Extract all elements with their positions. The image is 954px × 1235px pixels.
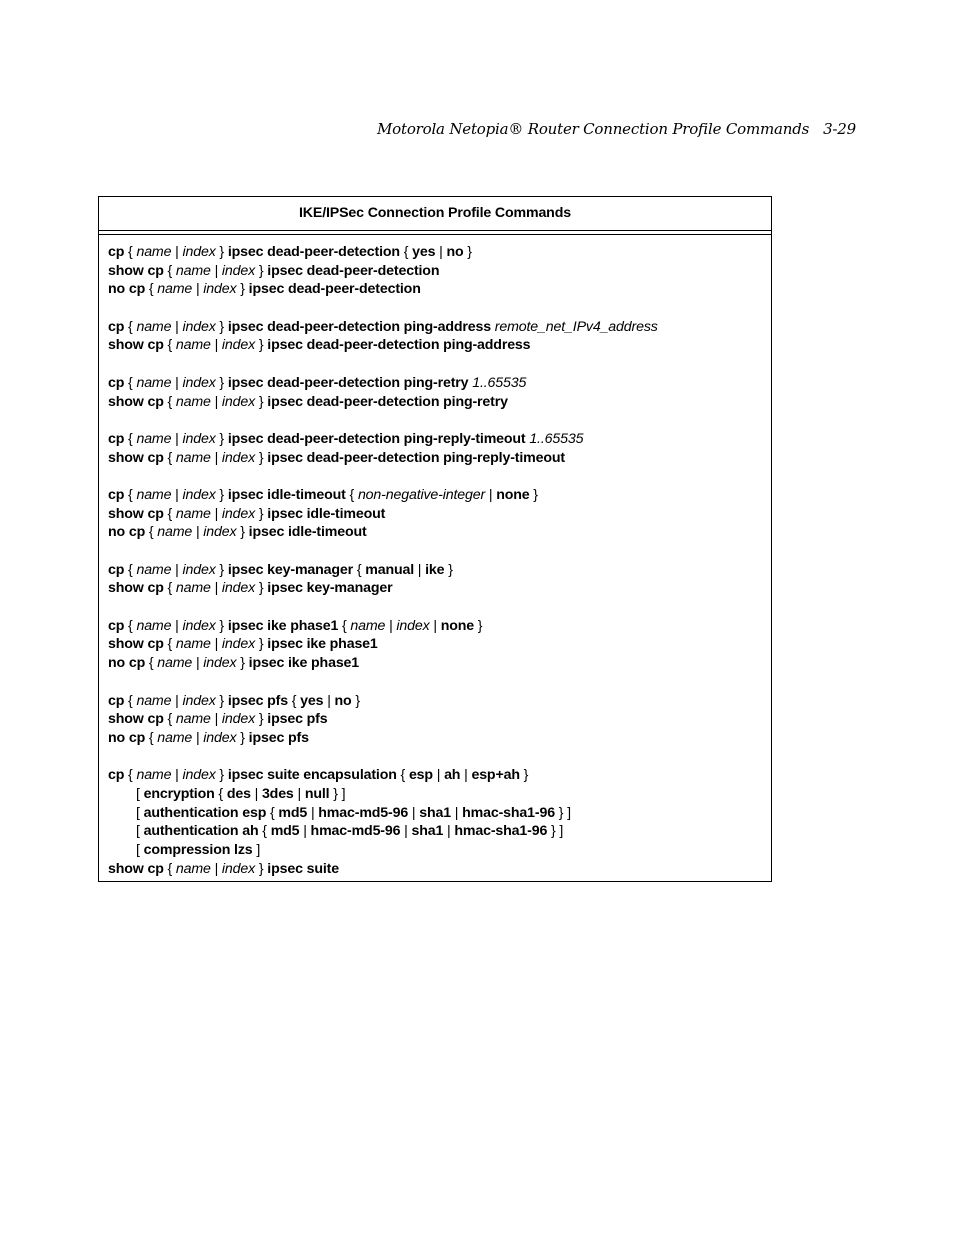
command-line	[108, 710, 763, 729]
placeholder-variable: index	[203, 729, 237, 746]
syntax-symbol: |	[171, 617, 183, 634]
placeholder-variable: name	[175, 393, 211, 410]
placeholder-variable: index	[182, 374, 216, 391]
syntax-symbol: }	[529, 486, 538, 503]
syntax-symbol: {	[124, 318, 137, 335]
placeholder-variable: name	[175, 262, 211, 279]
placeholder-variable: remote_net_IPv4_address	[494, 318, 658, 335]
placeholder-variable: name	[175, 449, 211, 466]
placeholder-variable: name	[175, 580, 211, 597]
syntax-symbol: {	[124, 374, 137, 391]
syntax-symbol: {	[353, 561, 366, 578]
placeholder-variable: index	[221, 711, 256, 728]
syntax-symbol: }	[351, 692, 360, 709]
command-line	[108, 262, 763, 281]
placeholder-variable: name	[136, 692, 172, 709]
keyword: show cp	[108, 580, 164, 597]
syntax-symbol: |	[192, 655, 204, 672]
command-option-line	[108, 841, 763, 860]
syntax-symbol: }	[215, 374, 228, 391]
placeholder-variable: name	[136, 617, 172, 634]
syntax-symbol: |	[210, 449, 222, 466]
syntax-symbol: } ]	[329, 785, 346, 802]
placeholder-variable: index	[203, 655, 237, 672]
keyword: cp	[108, 767, 125, 784]
keyword: ipsec dead-peer-detection ping-retry	[267, 393, 508, 410]
command-line	[108, 579, 763, 598]
syntax-symbol: }	[463, 244, 472, 260]
command-line	[108, 635, 763, 654]
keyword: esp	[408, 767, 433, 784]
keyword: ipsec dead-peer-detection ping-address	[267, 337, 531, 354]
syntax-symbol: |	[450, 804, 463, 821]
keyword: show cp	[108, 337, 164, 354]
syntax-symbol: |	[443, 823, 455, 840]
keyword: ipsec dead-peer-detection ping-address	[227, 318, 491, 335]
syntax-symbol: }	[215, 692, 228, 709]
syntax-symbol: |	[210, 337, 222, 354]
placeholder-variable: name	[175, 505, 211, 522]
keyword: none	[496, 486, 530, 503]
page-number: 3-29	[823, 120, 856, 138]
command-line	[108, 280, 763, 299]
keyword: no cp	[108, 729, 146, 746]
keyword: cp	[108, 692, 125, 709]
command-group	[108, 243, 763, 299]
keyword: ipsec key-manager	[227, 561, 354, 578]
syntax-symbol: {	[338, 617, 351, 634]
keyword: no	[334, 692, 352, 709]
placeholder-variable: index	[182, 692, 216, 709]
syntax-symbol: [	[136, 804, 144, 821]
keyword: encryption	[143, 785, 215, 802]
syntax-symbol: ]	[252, 842, 261, 858]
syntax-symbol: }	[215, 318, 228, 335]
syntax-symbol: |	[385, 617, 397, 634]
keyword: hmac-sha1-96	[462, 804, 555, 821]
keyword: ipsec ike phase1	[267, 636, 378, 653]
placeholder-variable: index	[221, 580, 256, 597]
keyword: no cp	[108, 281, 146, 298]
keyword: ipsec pfs	[227, 692, 288, 709]
syntax-symbol: |	[210, 262, 222, 279]
syntax-symbol: |	[250, 785, 262, 802]
placeholder-variable: index	[182, 767, 216, 784]
placeholder-variable: name	[157, 281, 193, 298]
syntax-symbol: |	[307, 804, 319, 821]
keyword: no cp	[108, 524, 146, 541]
syntax-symbol: }	[255, 393, 268, 410]
command-option-line	[108, 804, 763, 823]
syntax-symbol: |	[192, 729, 204, 746]
keyword: ipsec idle-timeout	[227, 486, 346, 503]
syntax-symbol: {	[145, 655, 158, 672]
syntax-symbol: {	[124, 767, 137, 784]
syntax-symbol: {	[287, 692, 301, 709]
placeholder-variable: name	[350, 617, 386, 634]
placeholder-variable: name	[175, 860, 211, 877]
placeholder-variable: index	[221, 393, 256, 410]
keyword: manual	[365, 561, 415, 578]
syntax-symbol: {	[345, 486, 358, 503]
command-line	[108, 336, 763, 355]
syntax-symbol: {	[163, 449, 176, 466]
command-line	[108, 860, 763, 879]
syntax-symbol: }	[519, 767, 529, 784]
syntax-symbol: {	[163, 636, 176, 653]
command-group	[108, 561, 763, 598]
placeholder-variable: index	[182, 244, 216, 260]
placeholder-variable: 1..65535	[472, 374, 527, 391]
placeholder-variable: name	[136, 244, 172, 260]
syntax-symbol: |	[210, 505, 222, 522]
syntax-symbol: }	[215, 486, 228, 503]
keyword: authentication ah	[143, 823, 259, 840]
syntax-symbol: {	[163, 262, 176, 279]
keyword: no cp	[108, 655, 146, 672]
syntax-symbol: }	[236, 729, 249, 746]
command-group	[108, 617, 763, 673]
syntax-symbol: |	[210, 711, 222, 728]
syntax-symbol: {	[258, 823, 271, 840]
placeholder-variable: name	[136, 767, 172, 784]
keyword: ipsec key-manager	[267, 580, 393, 597]
keyword: show cp	[108, 449, 164, 466]
syntax-symbol: {	[163, 505, 176, 522]
syntax-symbol: }	[255, 636, 268, 653]
syntax-symbol: {	[124, 486, 137, 503]
keyword: cp	[108, 318, 125, 335]
placeholder-variable: index	[221, 337, 256, 354]
syntax-symbol: |	[171, 692, 183, 709]
table-body	[99, 235, 771, 878]
keyword: hmac-md5-96	[318, 804, 409, 821]
keyword: ipsec pfs	[267, 711, 328, 728]
syntax-symbol: } ]	[554, 804, 571, 821]
keyword: des	[226, 785, 251, 802]
syntax-symbol: {	[145, 524, 158, 541]
keyword: yes	[300, 692, 324, 709]
keyword: ipsec dead-peer-detection ping-reply-timeout	[227, 430, 526, 447]
command-line	[108, 561, 763, 580]
syntax-symbol: [	[136, 842, 144, 858]
placeholder-variable: name	[175, 337, 211, 354]
syntax-symbol: |	[485, 486, 497, 503]
command-table	[98, 196, 772, 882]
keyword: cp	[108, 374, 125, 391]
placeholder-variable: name	[136, 374, 172, 391]
command-line	[108, 692, 763, 711]
placeholder-variable: name	[157, 655, 193, 672]
keyword: ipsec ike phase1	[248, 655, 360, 672]
placeholder-variable: index	[221, 262, 256, 279]
syntax-symbol: |	[171, 767, 183, 784]
command-line	[108, 243, 763, 262]
command-line	[108, 374, 763, 393]
keyword: esp+ah	[471, 767, 520, 784]
syntax-symbol: {	[163, 860, 176, 877]
keyword: compression lzs	[143, 842, 253, 858]
keyword: cp	[108, 430, 125, 447]
keyword: show cp	[108, 393, 164, 410]
syntax-symbol: }	[215, 767, 228, 784]
syntax-symbol: {	[124, 430, 137, 447]
syntax-symbol: {	[124, 617, 137, 634]
command-group	[108, 318, 763, 355]
syntax-symbol: }	[215, 561, 228, 578]
keyword: cp	[108, 617, 125, 634]
command-group	[108, 430, 763, 467]
syntax-symbol: |	[210, 860, 222, 877]
syntax-symbol: }	[236, 524, 249, 541]
keyword: ike	[425, 561, 445, 578]
syntax-symbol: {	[266, 804, 279, 821]
syntax-symbol: }	[474, 617, 483, 634]
command-group	[108, 374, 763, 411]
placeholder-variable: index	[221, 449, 256, 466]
syntax-symbol: |	[400, 823, 412, 840]
syntax-symbol: }	[236, 655, 249, 672]
command-line	[108, 505, 763, 524]
command-line	[108, 617, 763, 636]
keyword: ipsec dead-peer-detection	[267, 262, 440, 279]
keyword: md5	[278, 804, 308, 821]
command-group	[108, 766, 763, 878]
syntax-symbol: |	[432, 767, 445, 784]
placeholder-variable: name	[136, 561, 172, 578]
keyword: md5	[270, 823, 300, 840]
placeholder-variable: index	[182, 561, 216, 578]
placeholder-variable: name	[136, 486, 172, 503]
keyword: show cp	[108, 262, 164, 279]
syntax-symbol: }	[255, 262, 268, 279]
keyword: ipsec pfs	[248, 729, 309, 746]
syntax-symbol: |	[460, 767, 472, 784]
syntax-symbol: {	[163, 711, 176, 728]
placeholder-variable: name	[175, 711, 211, 728]
syntax-symbol: [	[136, 785, 144, 802]
placeholder-variable: non-negative-integer	[357, 486, 486, 503]
syntax-symbol: }	[215, 617, 228, 634]
keyword: authentication esp	[143, 804, 267, 821]
syntax-symbol: |	[171, 374, 183, 391]
keyword: sha1	[419, 804, 451, 821]
keyword: sha1	[411, 823, 444, 840]
syntax-symbol: } ]	[547, 823, 564, 840]
syntax-symbol: {	[124, 561, 137, 578]
placeholder-variable: index	[182, 318, 216, 335]
syntax-symbol: }	[215, 244, 228, 260]
command-line	[108, 318, 763, 337]
syntax-symbol: }	[255, 449, 268, 466]
syntax-symbol: {	[214, 785, 227, 802]
syntax-symbol: |	[323, 692, 335, 709]
syntax-symbol: |	[192, 524, 204, 541]
keyword: yes	[412, 244, 436, 260]
syntax-symbol: |	[210, 636, 222, 653]
keyword: hmac-md5-96	[310, 823, 401, 840]
syntax-symbol: {	[163, 580, 176, 597]
syntax-symbol: {	[163, 393, 176, 410]
syntax-symbol: |	[171, 244, 183, 260]
running-header	[300, 120, 856, 138]
keyword: none	[440, 617, 475, 634]
syntax-symbol: {	[396, 767, 409, 784]
command-line	[108, 393, 763, 412]
keyword: null	[304, 785, 330, 802]
syntax-symbol: |	[293, 785, 305, 802]
syntax-symbol: }	[215, 430, 228, 447]
syntax-symbol: {	[124, 244, 137, 260]
placeholder-variable: index	[221, 860, 256, 877]
placeholder-variable: index	[203, 281, 237, 298]
syntax-symbol: [	[136, 823, 144, 840]
syntax-symbol: {	[145, 281, 158, 298]
keyword: ipsec dead-peer-detection	[248, 281, 421, 298]
syntax-symbol: |	[414, 561, 426, 578]
syntax-symbol: }	[236, 281, 249, 298]
syntax-symbol: |	[210, 393, 222, 410]
command-line	[108, 486, 763, 505]
placeholder-variable: index	[221, 505, 256, 522]
placeholder-variable: name	[175, 636, 211, 653]
placeholder-variable: index	[396, 617, 430, 634]
keyword: ipsec dead-peer-detection	[227, 244, 400, 260]
command-line	[108, 430, 763, 449]
command-line	[108, 654, 763, 673]
placeholder-variable: index	[182, 617, 216, 634]
command-option-line	[108, 822, 763, 841]
keyword: no	[446, 244, 464, 260]
command-line	[108, 449, 763, 468]
keyword: ipsec idle-timeout	[248, 524, 367, 541]
keyword: show cp	[108, 505, 164, 522]
syntax-symbol: }	[255, 711, 268, 728]
table-title: IKE/IPSec Connection Profile Commands	[99, 197, 771, 231]
syntax-symbol: |	[299, 823, 311, 840]
syntax-symbol: |	[429, 617, 441, 634]
syntax-symbol: |	[210, 580, 222, 597]
placeholder-variable: name	[157, 729, 193, 746]
keyword: ipsec dead-peer-detection ping-reply-timeout	[267, 449, 565, 466]
command-line	[108, 766, 763, 785]
keyword: show cp	[108, 636, 164, 653]
keyword: hmac-sha1-96	[454, 823, 548, 840]
syntax-symbol: |	[435, 244, 447, 260]
syntax-symbol: {	[399, 244, 413, 260]
syntax-symbol: |	[192, 281, 204, 298]
syntax-symbol: {	[124, 692, 137, 709]
command-group	[108, 486, 763, 542]
keyword: ipsec dead-peer-detection ping-retry	[227, 374, 469, 391]
keyword: 3des	[261, 785, 294, 802]
keyword: ipsec suite	[267, 860, 339, 877]
syntax-symbol: }	[255, 505, 268, 522]
placeholder-variable: index	[221, 636, 256, 653]
syntax-symbol: }	[255, 580, 268, 597]
syntax-symbol: |	[171, 561, 183, 578]
syntax-symbol: |	[171, 430, 183, 447]
placeholder-variable: name	[157, 524, 193, 541]
syntax-symbol: }	[444, 561, 453, 578]
keyword: ipsec ike phase1	[227, 617, 339, 634]
placeholder-variable: index	[182, 486, 216, 503]
syntax-symbol: }	[255, 860, 268, 877]
placeholder-variable: 1..65535	[529, 430, 584, 447]
syntax-symbol: {	[163, 337, 176, 354]
syntax-symbol: |	[408, 804, 420, 821]
placeholder-variable: index	[182, 430, 216, 447]
keyword: cp	[108, 561, 125, 578]
keyword: ah	[444, 767, 461, 784]
running-header-title: Motorola Netopia® Router Connection Profile Commands	[377, 120, 810, 138]
keyword: show cp	[108, 860, 164, 877]
keyword: ipsec idle-timeout	[267, 505, 386, 522]
syntax-symbol: {	[145, 729, 158, 746]
command-group	[108, 692, 763, 748]
keyword: cp	[108, 244, 125, 260]
keyword: show cp	[108, 711, 164, 728]
command-line	[108, 729, 763, 748]
command-line	[108, 523, 763, 542]
syntax-symbol: }	[255, 337, 268, 354]
syntax-symbol: |	[171, 318, 183, 335]
placeholder-variable: name	[136, 430, 172, 447]
keyword: cp	[108, 486, 125, 503]
placeholder-variable: index	[203, 524, 237, 541]
command-option-line	[108, 785, 763, 804]
placeholder-variable: name	[136, 318, 172, 335]
syntax-symbol: |	[171, 486, 183, 503]
keyword: ipsec suite encapsulation	[227, 767, 397, 784]
